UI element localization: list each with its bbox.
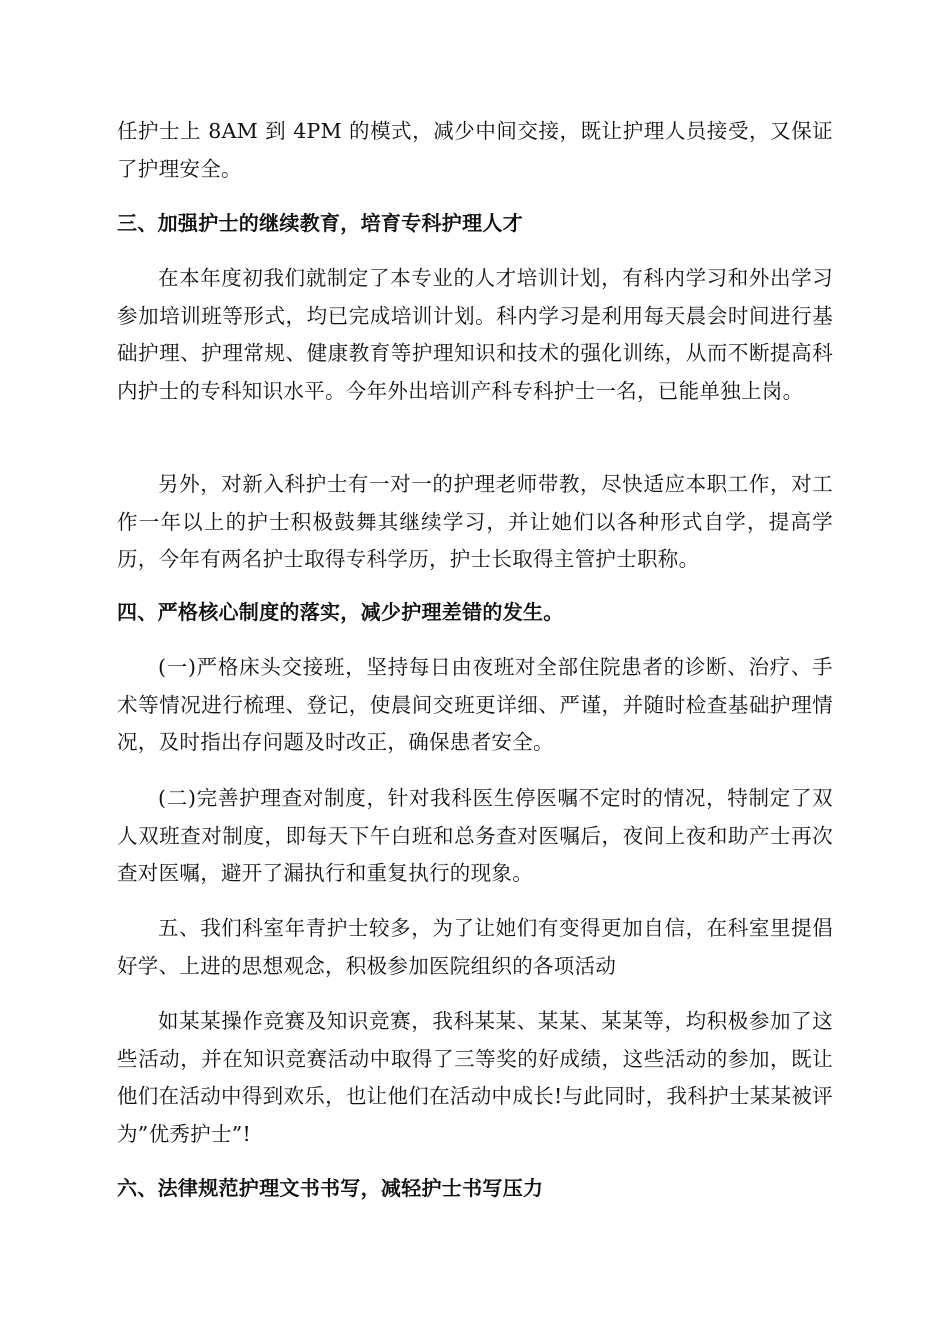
mentoring-paragraph: 另外，对新入科护士有一对一的护理老师带教，尽快适应本职工作，对工作一年以上的护士积极鼓舞其继续学习，并让她们以各种形式自学，提高学历，今年有两名护士取得专科学历，护士长取得主管护士职称。	[117, 472, 833, 571]
training-plan-paragraph: 在本年度初我们就制定了本专业的人才培训计划，有科内学习和外出学习参加培训班等形式，均已完成培训计划。科内学习是利用每天晨会时间进行基础护理、护理常规、健康教育等护理知识和技术的强化训练，从而不断提高科内护士的专科知识水平。今年外出培训产科专科护士一名，已能单独上岗。	[117, 266, 833, 403]
bedside-handover-paragraph: (一)严格床头交接班，坚持每日由夜班对全部住院患者的诊断、治疗、手术等情况进行梳理、登记，使晨间交班更详细、严谨，并随时检查基础护理情况，及时指出存问题及时改正，确保患者安全。	[117, 655, 833, 754]
order-checking-paragraph: (二)完善护理查对制度，针对我科医生停医嘱不定时的情况，特制定了双人双班查对制度，即每天下午白班和总务查对医嘱后，夜间上夜和助产士再次查对医嘱，避开了漏执行和重复执行的现象。	[117, 786, 833, 885]
section-heading-6: 六、法律规范护理文书书写，减轻护士书写压力	[117, 1176, 544, 1200]
section-heading-4: 四、严格核心制度的落实，减少护理差错的发生。	[117, 600, 564, 624]
activities-paragraph: 如某某操作竞赛及知识竞赛，我科某某、某某、某某等，均积极参加了这些活动，并在知识竞赛活动中取得了三等奖的好成绩，这些活动的参加，既让他们在活动中得到欢乐，也让他们在活动中成长!与此同时，我科护士某某被评为”优秀护士”!	[117, 1009, 833, 1146]
section-5-paragraph: 五、我们科室年青护士较多，为了让她们有变得更加自信，在科室里提倡好学、上进的思想观念，积极参加医院组织的各项活动	[117, 916, 833, 978]
section-heading-3: 三、加强护士的继续教育，培育专科护理人才	[117, 211, 523, 235]
continuation-paragraph: 任护士上 8AM 到 4PM 的模式，减少中间交接，既让护理人员接受，又保证了护理安全。	[117, 119, 833, 181]
